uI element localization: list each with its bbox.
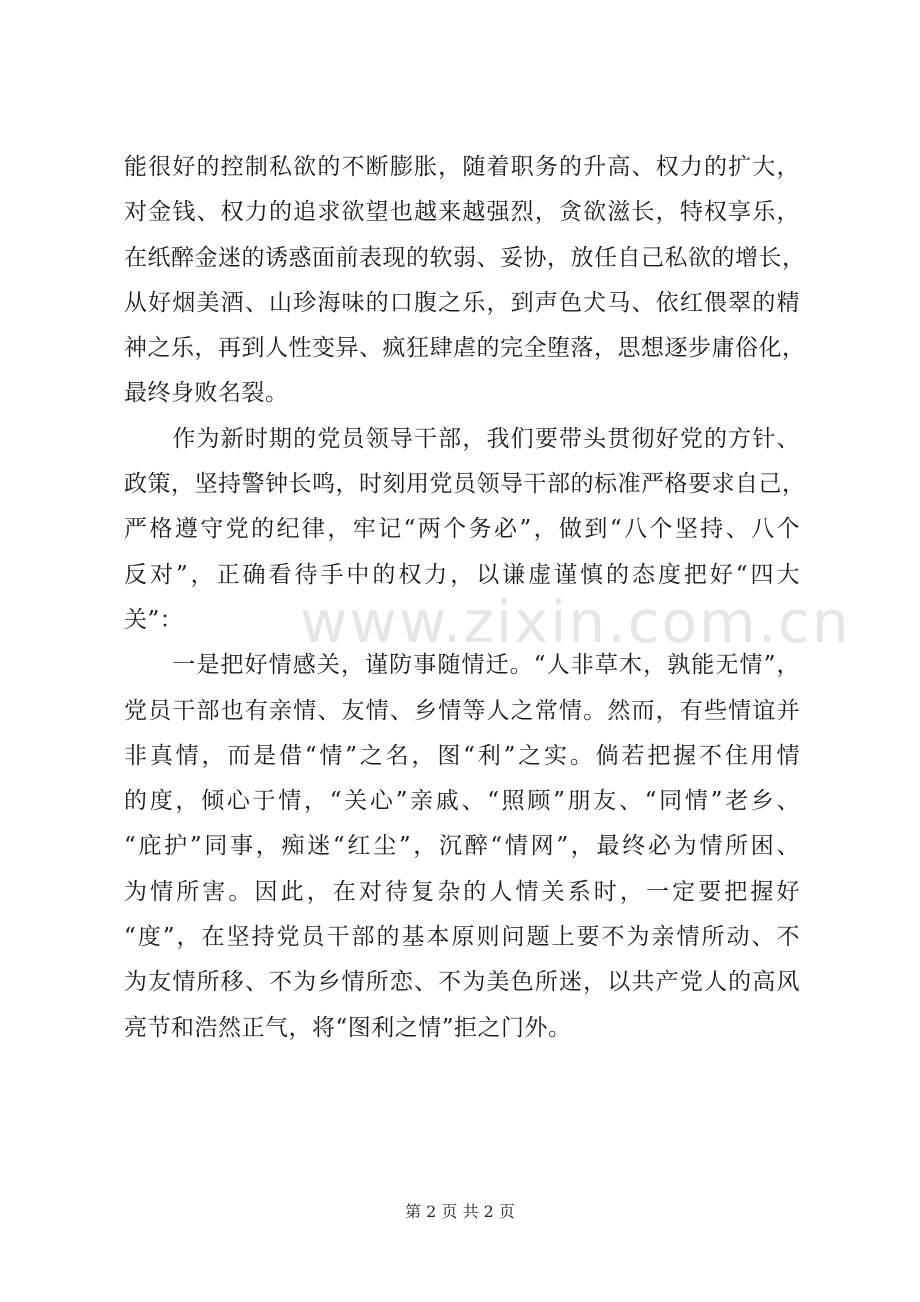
watermark: www.zixin.com.cn: [300, 588, 851, 656]
text-line: 非真情，而是借“情”之名，图“利”之实。倘若把握不住用情: [124, 742, 800, 769]
text-line: 最终身败名裂。: [124, 380, 289, 407]
text-line: “庇护”同事，痴迷“红尘”，沉醉“情网”，最终必为情所困、: [124, 833, 800, 860]
page-footer: [0, 1201, 920, 1223]
text-line: 对金钱、权力的追求欲望也越来越强烈，贪欲滋长，特权享乐，: [124, 199, 800, 226]
text-line: 的度，倾心于情，“关心”亲戚、“照顾”朋友、“同情”老乡、: [124, 788, 800, 815]
text-line: 为友情所移、不为乡情所恋、不为美色所迷，以共产党人的高风: [124, 969, 800, 996]
text-line: 神之乐，再到人性变异、疯狂肆虐的完全堕落，思想逐步庸俗化，: [124, 335, 806, 362]
body-text: [124, 145, 806, 1051]
text-line: 能很好的控制私欲的不断膨胀，随着职务的升高、权力的扩大，: [124, 154, 800, 180]
text-line: 亮节和浩然正气，将“图利之情”拒之门外。: [124, 1014, 572, 1041]
text-line: 为情所害。因此，在对待复杂的人情关系时，一定要把握好: [124, 878, 800, 905]
text-line: 从好烟美酒、山珍海味的口腹之乐，到声色犬马、依红偎翠的精: [124, 289, 800, 316]
text-line: 党员干部也有亲情、友情、乡情等人之常情。然而，有些情谊并: [124, 697, 800, 724]
page-number: 第 2 页 共 2 页: [405, 1202, 515, 1221]
text-line: 一是把好情感关，谨防事随情迁。“人非草木，孰能无情”，: [124, 652, 800, 679]
text-line: 严格遵守党的纪律，牢记“两个务必”，做到“八个坚持、八个: [124, 516, 800, 543]
text-line: 反对”，正确看待手中的权力，以谦虚谨慎的态度把好“四大: [124, 561, 800, 588]
text-line: “度”，在坚持党员干部的基本原则问题上要不为亲情所动、不: [124, 924, 800, 951]
text-line: 作为新时期的党员领导干部，我们要带头贯彻好党的方针、: [124, 425, 800, 452]
text-line: 关”：: [124, 606, 184, 633]
text-line: 政策，坚持警钟长鸣，时刻用党员领导干部的标准严格要求自己，: [124, 471, 806, 498]
text-line: 在纸醉金迷的诱惑面前表现的软弱、妥协，放任自己私欲的增长，: [124, 244, 806, 271]
